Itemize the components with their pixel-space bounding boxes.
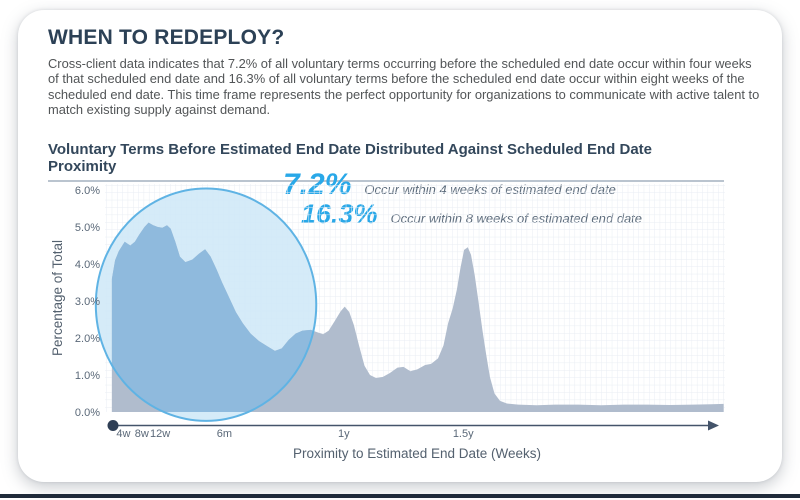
chart-title: Voluntary Terms Before Estimated End Date Distributed Against Scheduled End Date Proximity xyxy=(48,141,724,182)
y-tick-label: 0.0% xyxy=(74,407,100,419)
y-axis-title: Percentage of Total xyxy=(50,239,65,357)
page-title: WHEN TO REDEPLOY? xyxy=(48,26,285,49)
intro-paragraph: Cross-client data indicates that 7.2% of all voluntary terms occurring before the scheduled end date occur within four weeks of that scheduled end date and 16.3% of all voluntary terms before the scheduled end date occur within eight weeks of the scheduled end date. This time frame represents the perfect opportunity for organizations to communicate with active talent to match existing supply against demand. xyxy=(48,56,760,118)
y-tick-label: 2.0% xyxy=(74,333,100,345)
x-tick-label: 8w xyxy=(134,428,149,440)
y-tick-label: 1.0% xyxy=(74,370,100,382)
x-tick-label: 6m xyxy=(216,428,233,440)
x-tick-label: 12w xyxy=(150,428,171,440)
y-tick-label: 5.0% xyxy=(74,222,100,234)
x-axis-arrow-icon xyxy=(708,421,719,431)
x-tick-label: 1.5y xyxy=(452,428,474,440)
x-axis-title: Proximity to Estimated End Date (Weeks) xyxy=(292,446,542,461)
y-tick-label: 6.0% xyxy=(74,185,100,197)
distribution-area-chart xyxy=(0,165,800,470)
y-tick-label: 4.0% xyxy=(74,259,100,271)
bottom-section-divider xyxy=(0,494,800,498)
y-tick-label: 3.0% xyxy=(74,296,100,308)
x-tick-label: 4w xyxy=(116,428,131,440)
x-tick-label: 1y xyxy=(338,428,350,440)
